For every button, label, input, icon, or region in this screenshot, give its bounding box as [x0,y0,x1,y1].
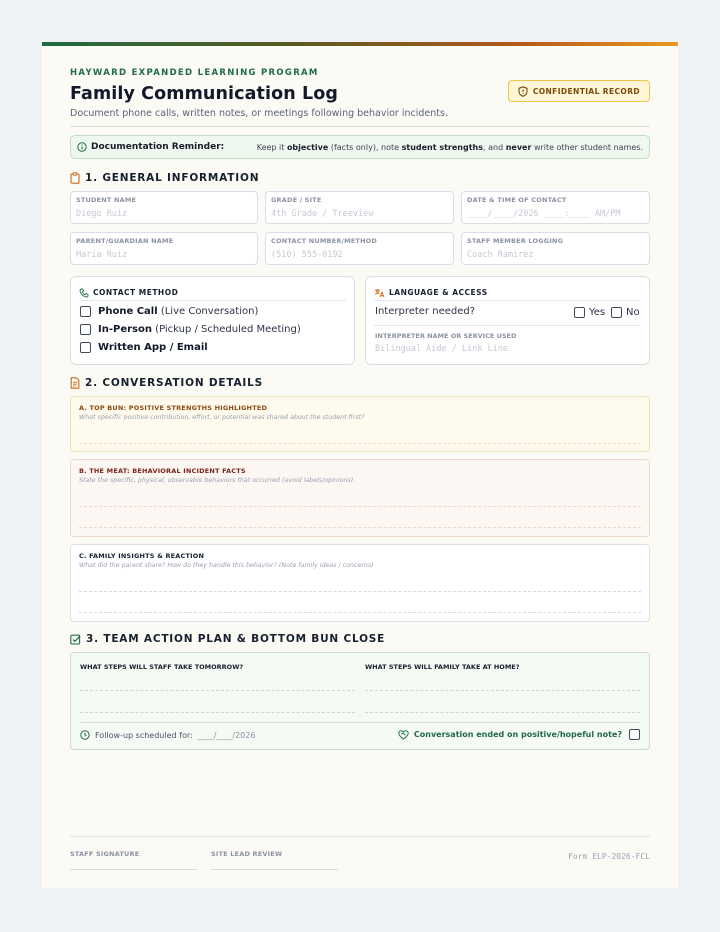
staff-writing-line[interactable] [80,690,355,691]
contact-method-card [70,276,355,365]
section-general-information [70,172,259,184]
guardian-name-field[interactable] [70,232,258,265]
program-name: HAYWARD EXPANDED LEARNING PROGRAM [70,68,319,78]
staff-writing-line[interactable] [80,712,355,713]
interpreter-no-option[interactable] [611,307,640,318]
documentation-reminder [70,135,650,159]
no-label: No [626,307,640,318]
family-writing-line[interactable] [365,712,640,713]
confidential-badge [508,80,650,102]
field-value: Diego Ruiz [76,209,128,219]
staff-signature-label: STAFF SIGNATURE [70,850,140,858]
translate-icon [374,288,385,298]
family-writing-line[interactable] [365,690,640,691]
writing-line [79,443,641,444]
interpreter-yes-option[interactable] [574,307,605,318]
yes-checkbox[interactable] [574,307,585,318]
top-bun-title: A. TOP BUN: POSITIVE STRENGTHS HIGHLIGHTED [79,404,268,412]
positive-note-row[interactable] [398,729,640,740]
section-conversation-details [70,377,263,389]
option-label: In-Person (Pickup / Scheduled Meeting) [98,324,301,335]
contact-method-title: CONTACT METHOD [93,288,179,297]
interpreter-question: Interpreter needed? [375,306,476,317]
info-icon [77,142,87,152]
contact-date-time-field[interactable] [461,191,650,224]
no-checkbox[interactable] [611,307,622,318]
site-lead-review-label: SITE LEAD REVIEW [211,850,283,858]
language-access-title: LANGUAGE & ACCESS [389,288,488,297]
check-square-icon [70,634,81,645]
family-insights-prompt: What did the parent share? How do they handle this behavior? (Note family ideas / concerns) [79,562,374,569]
positive-note-checkbox[interactable] [629,729,640,740]
section-heading: 1. GENERAL INFORMATION [85,172,260,184]
staff-steps-question: WHAT STEPS WILL STAFF TAKE TOMORROW? [80,663,244,671]
field-value: 4th Grade / Treeview [271,209,374,219]
written-app-option[interactable] [80,342,208,353]
clock-icon [80,730,90,740]
field-label: DATE & TIME OF CONTACT [467,196,567,204]
language-access-card [365,276,650,365]
family-steps-question: WHAT STEPS WILL FAMILY TAKE AT HOME? [365,663,520,671]
meat-title: B. THE MEAT: BEHAVIORAL INCIDENT FACTS [79,467,246,475]
top-bun-prompt: What specific positive contribution, effort, or potential was shared about the student first? [79,414,365,421]
section-heading: 2. CONVERSATION DETAILS [85,377,263,389]
family-insights-title: C. FAMILY INSIGHTS & REACTION [79,552,205,560]
staff-signature-line[interactable] [70,869,197,870]
language-access-header [374,285,641,301]
option-label: Written App / Email [98,342,208,353]
meat-prompt: State the specific, physical, observable behaviors that occurred (avoid labels/opinions). [79,477,356,484]
contact-number-field[interactable] [265,232,454,265]
heart-handshake-icon [398,730,409,740]
family-insights-block[interactable] [70,544,650,622]
phone-call-option[interactable] [80,306,258,317]
field-value: ____/____/2026 ____:____ AM/PM [467,209,621,219]
meat-block[interactable] [70,459,650,537]
interpreter-name-label: INTERPRETER NAME OR SERVICE USED [375,332,517,340]
grade-site-field[interactable] [265,191,454,224]
field-label: GRADE / SITE [271,196,322,204]
shield-icon [518,86,528,97]
writing-line [79,506,641,507]
staff-member-field[interactable] [461,232,650,265]
positive-note-label: Conversation ended on positive/hopeful note? [413,730,622,739]
reminder-title: Documentation Reminder: [91,142,225,152]
writing-line [79,612,641,613]
follow-up-row[interactable] [80,730,255,740]
writing-line [79,591,641,592]
in-person-checkbox[interactable] [80,324,91,335]
field-value: Coach Ramirez [467,250,534,260]
section-heading: 3. TEAM ACTION PLAN & BOTTOM BUN CLOSE [86,633,386,645]
field-label: CONTACT NUMBER/METHOD [271,237,378,245]
phone-call-checkbox[interactable] [80,306,91,317]
interpreter-name-field[interactable]: Bilingual Aide / Link Line [375,344,509,354]
divider [374,325,641,326]
page-title: Family Communication Log [70,84,338,104]
site-lead-signature-line[interactable] [211,869,338,870]
form-number: Form ELP-2026-FCL [568,852,650,861]
field-value: Maria Ruiz [76,250,128,260]
gradient-top-bar [42,42,678,46]
yes-label: Yes [589,307,606,318]
action-plan-box [70,652,650,750]
divider [79,722,641,723]
footer-divider [70,836,650,837]
page-subtitle: Document phone calls, written notes, or meetings following behavior incidents. [70,108,448,119]
in-person-option[interactable] [80,324,301,335]
field-label: PARENT/GUARDIAN NAME [76,237,174,245]
confidential-badge-label: CONFIDENTIAL RECORD [532,86,640,96]
student-name-field[interactable] [70,191,258,224]
phone-icon [79,288,89,298]
contact-method-header [79,285,346,301]
clipboard-icon [70,172,80,184]
follow-up-date[interactable]: ____/____/2026 [197,730,256,740]
reminder-text: Keep it objective (facts only), note student strengths, and never write other student names. [256,142,643,152]
top-bun-block[interactable] [70,396,650,452]
written-app-checkbox[interactable] [80,342,91,353]
field-label: STAFF MEMBER LOGGING [467,237,564,245]
header-divider [70,126,650,127]
form-page [42,42,678,888]
follow-up-label: Follow-up scheduled for: [95,730,193,740]
option-label: Phone Call (Live Conversation) [98,306,259,317]
field-label: STUDENT NAME [76,196,137,204]
field-value: (510) 555-0192 [271,250,343,260]
section-action-plan [70,633,385,645]
writing-line [79,527,641,528]
document-icon [70,377,80,389]
